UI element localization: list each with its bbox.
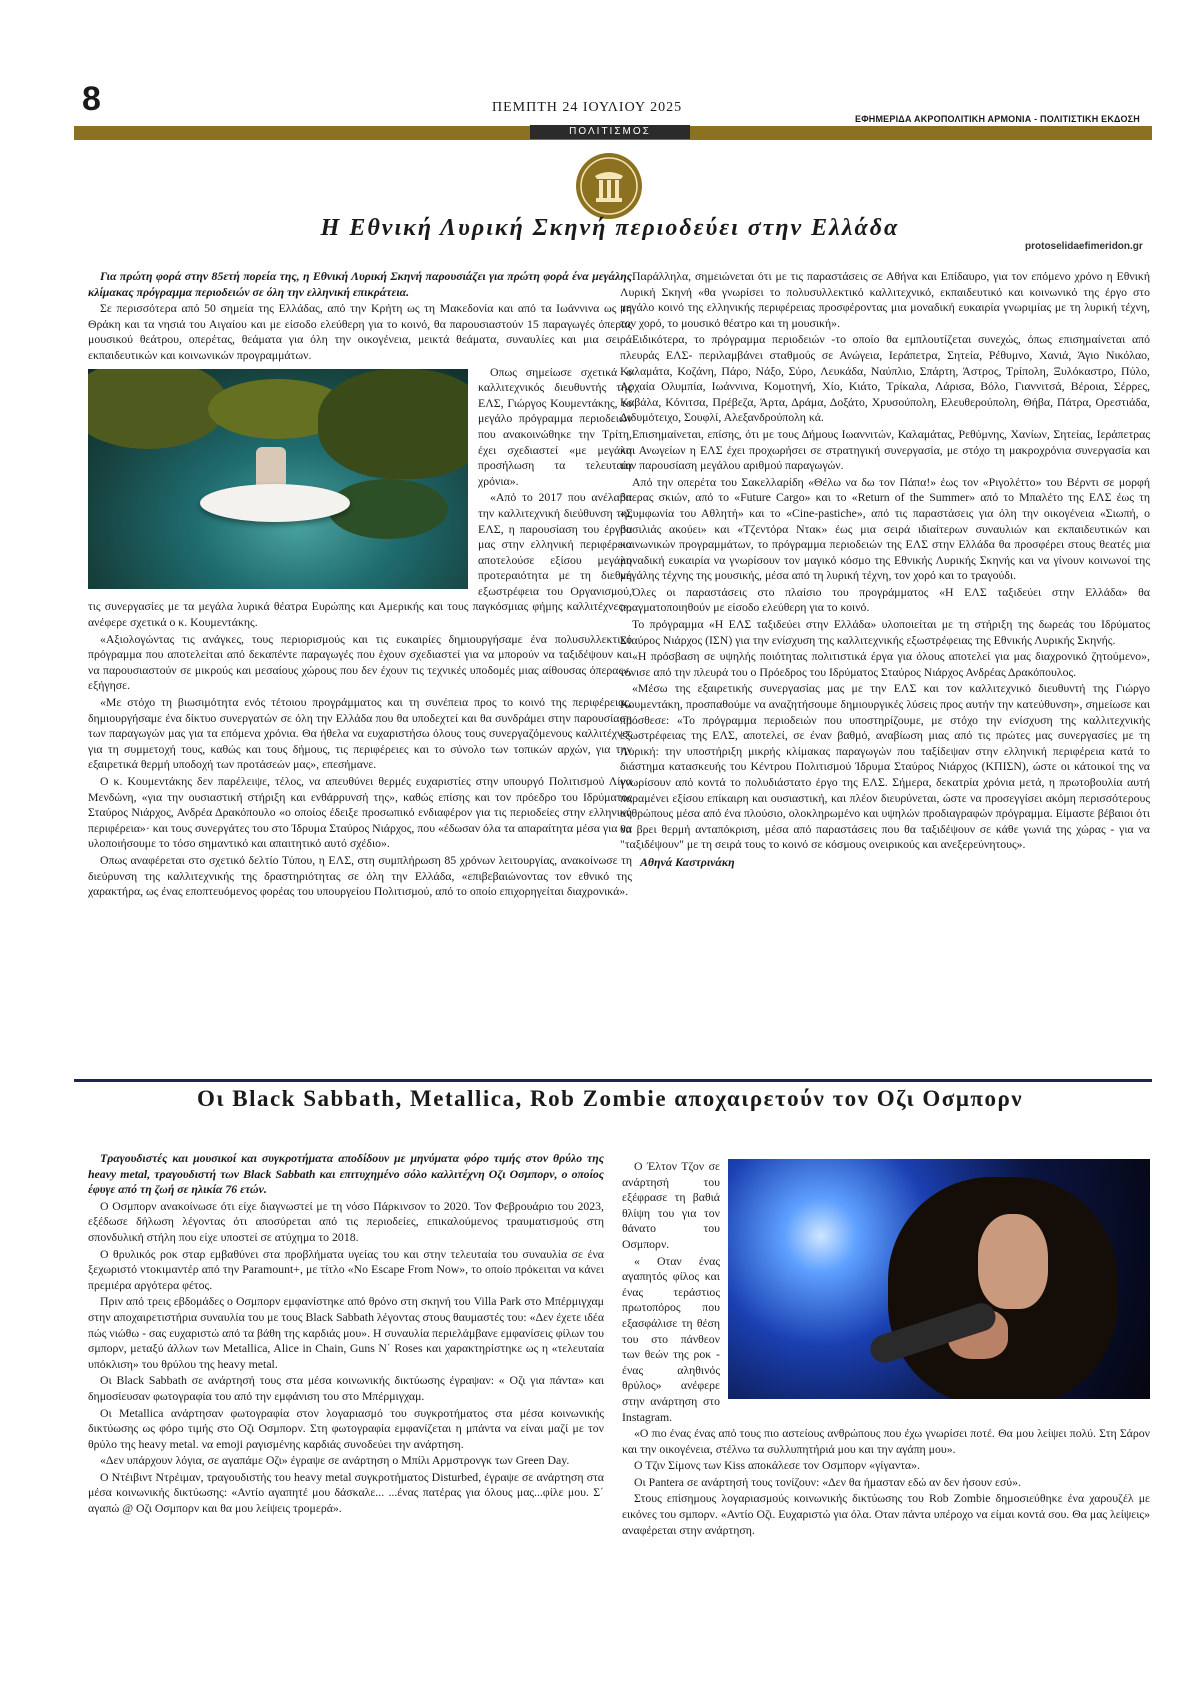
article1-paragraph: Παράλληλα, σημειώνεται ότι με τις παραστάσεις σε Αθήνα και Επίδαυρο, για τον επόμενο χρόνο η Εθνική Λυρική Σκηνή «θα γνωρίσει το πολυσυλλεκτικό καλλιτεχνικό, εκπαιδευτικό και κοινωνικό της έργο στο μεγάλο κοινό της ελληνικής περιφέρειας προσφέροντας μια μοναδική ευκαιρία γνωριμίας με τη λυρική τέχνη, τον χορό, το μουσικό θέατρο και τη μουσική». (620, 269, 1150, 330)
masthead: ΕΦΗΜΕΡΙΔΑ ΑΚΡΟΠΟΛΙΤΙΚΗ ΑΡΜΟΝΙΑ - ΠΟΛΙΤΙΣΤΙΚΗ ΕΚΔΟΣΗ (855, 114, 1140, 124)
section-label: ΠΟΛΙΤΙΣΜΟΣ (530, 125, 690, 139)
article2-paragraph: «Δεν υπάρχουν λόγια, σε αγαπάμε Οζι» έγραψε σε ανάρτηση ο Μπίλι Αρμστρονγκ των Green Day. (100, 1453, 570, 1468)
article2-paragraph: Ο Ντέιβιντ Ντρέιμαν, τραγουδιστής του heavy metal συγκροτήματος Disturbed, έγραψε σε ανάρτηση στα μέσα κοινωνικής δικτύωσης: «Αντίο αγαπητέ μου δάσκαλε... ...ένας πατέρας για όλους μας...φίλε μου. Σ΄ αγαπώ @ Οζι Οσμπορν και θα μου λείψεις τρομερά». (88, 1469, 604, 1516)
article1-paragraph: «Με στόχο τη βιωσιμότητα ενός τέτοιου προγράμματος και τη συνέπεια προς το κοινό της περιφέρειας, δημιουργήσαμε ένα δίκτυο συνεργατών σε όλη την Ελλάδα που θα υποδεχτεί και θα συνδράμει στην παρουσίαση των παραγωγών μας για τα επόμενα χρόνια. Θα ήθελα να ευχαριστήσω όλους τους συνεργαζόμενους καλλιτέχνες για τη συμμετοχή τους, καθώς και τους δήμους, τις περιφέρειες και το σύνολο των τοπικών αρχών, για την εξαιρετικά θερμή υποδοχή των προτάσεών μας», επεσήμανε. (88, 695, 632, 772)
article1-paragraph: Από την οπερέτα του Σακελλαρίδη «Θέλω να δω τον Πάπα!» έως τον «Ριγολέττο» του Βέρντι σε μορφή όπερας σκιών, από το «Future Cargo» και το «Return of the Summer» από το Μπαλέτο της ΕΛΣ έως τη «Συμφωνία του Αθλητή» και το «Cine-pastiche», από τις παραστάσεις για όλη την οικογένεια «Σιωπή, ο βασιλιάς ακούει» και «Τζεντόρα Ντακ» έως μια σειρά ιδιαίτερων συναυλιών και εκπαιδευτικών και κοινωνικών προγραμμάτων, το πρόγραμμα περιοδειών της ΕΛΣ στην Ελλάδα θα προσφέρει στους θεατές μια μοναδική ευκαιρία να γνωρίσουν τον μαγικό κόσμο της Εθνικής Λυρικής Σκηνής και να γίνουν κοινωνοί της μεγάλης τέχνης της μουσικής, μέσα από τη λυρική τέχνη, τον χορό και το τραγούδι. (620, 474, 1150, 583)
article1-paragraph: Επισημαίνεται, επίσης, ότι με τους Δήμους Ιωαννιτών, Καλαμάτας, Ρεθύμνης, Χανίων, Σητείας, Ιεράπετρας και Ανωγείων η ΕΛΣ έχει προχωρήσει σε στρατηγική συνεργασία, με στόχο τη μακροχρόνια συνεργασία και την παρουσίαση μεγάλου αριθμού παραγωγών. (620, 426, 1150, 473)
article1-paragraph: «Μέσω της εξαιρετικής συνεργασίας μας με την ΕΛΣ και τον καλλιτεχνικό διευθυντή της Γιώργο Κουμεντάκη, προσπαθούμε να αναζητήσουμε δημιουργικές λύσεις προς αυτήν την κατεύθυνση», σημείωσε και πρόσθεσε: «Το πρόγραμμα περιοδειών που υποστηρίζουμε, με στόχο την ενίσχυση της καλλιτεχνικής εξωστρέφειας της ΕΛΣ, αποτελεί, σε έναν βαθμό, αναβίωση μιας από τις πρώτες μας συνεργασίες με τη Λυρική: την υποστήριξη μικρής κλίμακας παραγωγών που ταξίδεψαν στην ελληνική περιφέρεια κατά το διάστημα κατασκευής του Κέντρου Πολιτισμού Ίδρυμα Σταύρος Νιάρχος (ΚΠΙΣΝ), ώστε οι κάτοικοί της να γνωρίσουν από κοντά το πολυδιάστατο έργο της ΕΛΣ. Σήμερα, δεκατρία χρόνια μετά, η πρωτοβουλία αυτή παραμένει εξίσου επίκαιρη και ουσιαστική, και πλέον διευρύνεται, ώστε να προσεγγίσει ακόμη περισσότερους ανθρώπους μέσα από ένα πλούσιο, ολοκληρωμένο και υψηλών προδιαγραφών πρόγραμμα. Είμαστε βέβαιοι ότι θα βρει θερμή ανταπόκριση, μέσα από παραστάσεις που θα ταξιδέψουν σε κάθε γωνιά της χώρας - για να "ταξιδέψουν" με τη σειρά τους το κοινό σε κόσμους ονειρικούς και ανεξερεύνητους». (620, 681, 1150, 852)
article1-author: Αθηνά Καστρινάκη (640, 854, 735, 869)
article2-paragraph: « Οταν ένας αγαπητός φίλος και ένας τεράστιος πρωτοπόρος που εξασφάλισε τη θέση του στο πάνθεον των θεών της ροκ - ένας αληθινός θρύλος» ανέφερε στην ανάρτηση στο Instagram. (622, 1253, 720, 1424)
article2-paragraph: «Ο πιο ένας ένας από τους πιο αστείους ανθρώπους που έχω γνωρίσει ποτέ. Θα μου λείψει πολύ. Στη Σάρον και την οικογένεια, στέλνω τα συλλυπητήριά μου και την αγάπη μου». (622, 1426, 1150, 1456)
article1-column-left (88, 269, 632, 901)
source-credit: protoselidaefimeridon.gr (1025, 241, 1143, 252)
article2-paragraph: Οι Metallica ανάρτησαν φωτογραφία στον λογαριασμό του συγκροτήματος στα μέσα κοινωνικής δικτύωσης ως φόρο τιμής στο Οζι Οσμπορν. Στη φωτογραφία εμφανίζεται η μπάντα να είναι μαζί με τον θρύλο της heavy metal. να emoji ραγισμένης καρδιάς συνοδεύει την ανάρτηση. (88, 1405, 604, 1451)
article2-paragraph: Πριν από τρεις εβδομάδες ο Οσμπορν εμφανίστηκε από θρόνο στη σκηνή του Villa Park στο Μπέρμιγχαμ στην αποχαιρετιστήρια συναυλία του με τους Black Sabbath λέγοντας στους θαυμαστές του: «Δεν έχετε ιδέα πώς νιώθω - σας ευχαριστώ από τα βάθη της καρδιάς μου». Η συναυλία περιελάμβανε εμφανίσεις φίλων του σμπορν, μεταξύ άλλων των Metallica, Alice in Chain, Guns N΄ Roses και χαρακτηρίστηκε ως η «τελευταία υπόκλιση» του θρύλου της heavy metal. (88, 1294, 604, 1371)
article2-paragraph: Ο Έλτον Τζον σε ανάρτησή του εξέφρασε τη βαθιά θλίψη του για τον θάνατο του Οσμπορν. (622, 1159, 720, 1251)
article1-paragraph: Το πρόγραμμα «Η ΕΛΣ ταξιδεύει στην Ελλάδα» υλοποιείται με τη στήριξη της δωρεάς του Ιδρύματος Σταύρος Νιάρχος (ΙΣΝ) για την ενίσχυση της καλλιτεχνικής εξωστρέφειας της Εθνικής Λυρικής Σκηνής. (620, 617, 1150, 647)
article1-paragraph: Ειδικότερα, το πρόγραμμα περιοδειών -το οποίο θα εμπλουτίζεται συνεχώς, όπως επισημαίνεται από πλευράς ΕΛΣ- περιλαμβάνει σταθμούς σε Ανώγεια, Ιεράπετρα, Σητεία, Ρέθυμνο, Χανιά, Άγιο Νικόλαο, Καλαμάτα, Κοζάνη, Πάρο, Νάξο, Σύρο, Λευκάδα, Ναύπλιο, Σπάρτη, Άστρος, Τρίπολη, Ξυλόκαστρο, Πύλο, Αρχαία Ολυμπία, Ιωάννινα, Κομοτηνή, Χίο, Κιάτο, Τρίκαλα, Λάρισα, Βόλο, Γιαννιτσά, Βέροια, Σέρρες, Καβάλα, Κόνιτσα, Πρέβεζα, Άρτα, Δράμα, Δοξάτο, Χρυσούπολη, Ελευθερούπολη, Θήβα, Πάτρα, Ορεστιάδα, Διδυμότειχο, Σουφλί, Αλεξανδρούπολη κά. (620, 332, 1150, 425)
article2-paragraph: Ο θρυλικός ροκ σταρ εμβαθύνει στα προβλήματα υγείας του και στην τελευταία του συναυλία σε ένα ξεχωριστό ντοκιμαντέρ από την Paramount+, με τίτλο «No Escape From Now», το οποίο πρόκειται να κάνει πρεμιέρα αργότερα φέτος. (88, 1246, 604, 1292)
issue-date: ΠΕΜΠΤΗ 24 ΙΟΥΛΙΟΥ 2025 (492, 100, 683, 115)
article2-title: Οι Black Sabbath, Metallica, Rob Zombie αποχαιρετούν τον Οζι Οσμπορν (196, 1086, 1024, 1111)
article2-paragraph: Ο Τζιν Σίμονς των Kiss αποκάλεσε τον Οσμπορν «γίγαντα». (634, 1458, 920, 1473)
article2-column-left (88, 1151, 604, 1518)
article2-paragraph: Οι Black Sabbath σε ανάρτησή τους στα μέσα κοινωνικής δικτύωσης έγραψαν: « Οζι για πάντα» και δημοσίευσαν φωτογραφία του από την εμφάνιση του στο Μπέρμιγχαμ. (88, 1373, 604, 1403)
article-divider (74, 1079, 1152, 1082)
article2-lead: Τραγουδιστές και μουσικοί και συγκροτήματα αποδίδουν με μηνύματα φόρο τιμής στον θρύλο της heavy metal, τραγουδιστή των Black Sabbath και επιτυχημένο σόλο καλλιτέχνη Οζι Οσμπορν, ο οποίος έφυγε από τη ζωή σε ηλικία 76 ετών. (88, 1151, 604, 1197)
article1-paragraph: Οπως σημείωσε σχετικά ο καλλιτεχνικός διευθυντής της ΕΛΣ, Γιώργος Κουμεντάκης, το μεγάλο πρόγραμμα περιοδειών που ανακοινώθηκε την Τρίτη, έχει σχεδιαστεί «με μεγάλη προσήλωση τα τελευταία χρόνια». (478, 364, 632, 488)
article2-paragraph: Στους επίσημους λογαριασμούς κοινωνικής δικτύωσης του Rob Zombie δημοσιεύθηκε ένα χαρουζέλ με εικόνες του σμπορν. «Αντίο Οζι. Ευχαριστώ για όλα. Οταν πάντα υπέροχο να είμαι κοντά σου. Θα μας λείψεις» αναφέρεται στην ανάρτηση. (622, 1491, 1150, 1537)
article1-paragraph: Όλες οι παραστάσεις στο πλαίσιο του προγράμματος «Η ΕΛΣ ταξιδεύει στην Ελλάδα» θα πραγματοποιηθούν με είσοδο ελεύθερη για το κοινό. (620, 584, 1150, 615)
article1-title: Η Εθνική Λυρική Σκηνή περιοδεύει στην Ελλάδα (320, 215, 900, 241)
article2-paragraph: Ο Οσμπορν ανακοίνωσε ότι είχε διαγνωστεί με τη νόσο Πάρκινσον το 2020. Τον Φεβρουάριο του 2023, εξέδωσε δήλωση λέγοντας ότι αποσύρεται από τις περιοδείες, επικαλούμενος τραυματισμούς στη σπονδυλική στήλη που είχε υποστεί σε ατύχημα το 2018. (88, 1198, 604, 1244)
article2-paragraph: Οι Pantera σε ανάρτησή τους τονίζουν: «Δεν θα ήμασταν εδώ αν δεν ήσουν εσύ». (634, 1474, 1021, 1489)
article1-paragraph: «Η πρόσβαση σε υψηλής ποιότητας πολιτιστικά έργα για όλους αποτελεί για μας διαχρονικό ζητούμενο», τόνισε από την πλευρά του ο Πρόεδρος του Ιδρύματος Σταύρος Νιάρχος Ανδρέας Δρακόπουλος. (620, 649, 1150, 679)
page-number: 8 (82, 80, 101, 118)
article1-paragraph: «Αξιολογώντας τις ανάγκες, τους περιορισμούς και τις ευκαιρίες δημιουργήσαμε ένα πολυσυλλεκτικό πρόγραμμα που αποτελείται από δεκαπέντε παραγωγές που έχουν σχεδιαστεί για να μπορούν να ταξιδέψουν και να παρουσιαστούν σε μικρούς και μεσαίους χώρους που δεν έχουν τις τεχνικές υποδομές μιας αίθουσας όπερας», εξήγησε. (88, 631, 632, 693)
article1-column-right (620, 269, 1150, 871)
ballet-tutu-photo (88, 369, 468, 589)
article1-paragraph: «Από το 2017 που ανέλαβα την καλλιτεχνική διεύθυνση της ΕΛΣ, η παρουσίαση του έργου μας στην ελληνική περιφέρεια αποτελούσε εξίσου μεγάλη προτεραιότητα με τη διεθνή εξωστρέφεια του Οργανισμού, τις συνεργασίες με τα μεγάλα λυρικά θέατρα Ευρώπης και Αμερικής και τους παγκόσμιας φήμης καλλιτέχνες», ανέφερε σχετικά ο κ. Κουμεντάκης. (88, 490, 632, 630)
article1-paragraph: Οπως αναφέρεται στο σχετικό δελτίο Τύπου, η ΕΛΣ, στη συμπλήρωση 85 χρόνων λειτουργίας, ανακοίνωσε τη διεύρυνση της καλλιτεχνικής της δραστηριότητας σε όλη την Ελλάδα, «επιβεβαιώνοντας τον εθνικό της χαρακτήρα, ως ένας εποπτευόμενος φορέας του υπουργείου Πολιτισμού, από το οποίο επιχορηγείται διαχρονικά». (88, 852, 632, 899)
article2-column-right (622, 1159, 1150, 1539)
article1-paragraph: Σε περισσότερα από 50 σημεία της Ελλάδας, από την Κρήτη ως τη Μακεδονία και από τα Ιωάννινα ως τη Θράκη και τα νησιά του Αιγαίου και με είσοδο ελεύθερη για το κοινό, θα παρουσιαστούν 15 παραγωγές όπερας μουσικού θεάτρου, οπερέτας, θεάματα για όλη την οικογένεια, μεικτά θεάματα, συναυλίες και μια σειρά εκπαιδευτικών και κοινωνικών προγραμμάτων. (88, 301, 632, 362)
article1-lead: Για πρώτη φορά στην 85ετή πορεία της, η Εθνική Λυρική Σκηνή παρουσιάζει για πρώτη φορά ένα μεγάλης κλίμακας πρόγραμμα περιοδειών σε όλη την ελληνική επικράτεια. (88, 269, 632, 299)
column-emblem-icon (575, 152, 643, 220)
ozzy-osbourne-photo (728, 1159, 1150, 1399)
article1-paragraph: Ο κ. Κουμεντάκης δεν παρέλειψε, τέλος, να απευθύνει θερμές ευχαριστίες στην υπουργό Πολιτισμού Λίνα Μενδώνη, «για την ουσιαστική στήριξη και ενθάρρυνσή της», καθώς επίσης και τον πρόεδρο του Ιδρύματος Σταύρος Νιάρχος, Ανδρέα Δρακόπουλο «ο οποίος έδειξε προσωπικό ενδιαφέρον για τις περιοδείες στην ελληνική περιφέρεια»· και τους συνεργάτες του στο Ίδρυμα Σταύρος Νιάρχος, που «έδωσαν όλα τα απαραίτητα μέσα για να υλοποιήσουμε το τόσο σημαντικό και απαιτητικό αυτό σχέδιο». (88, 774, 632, 851)
